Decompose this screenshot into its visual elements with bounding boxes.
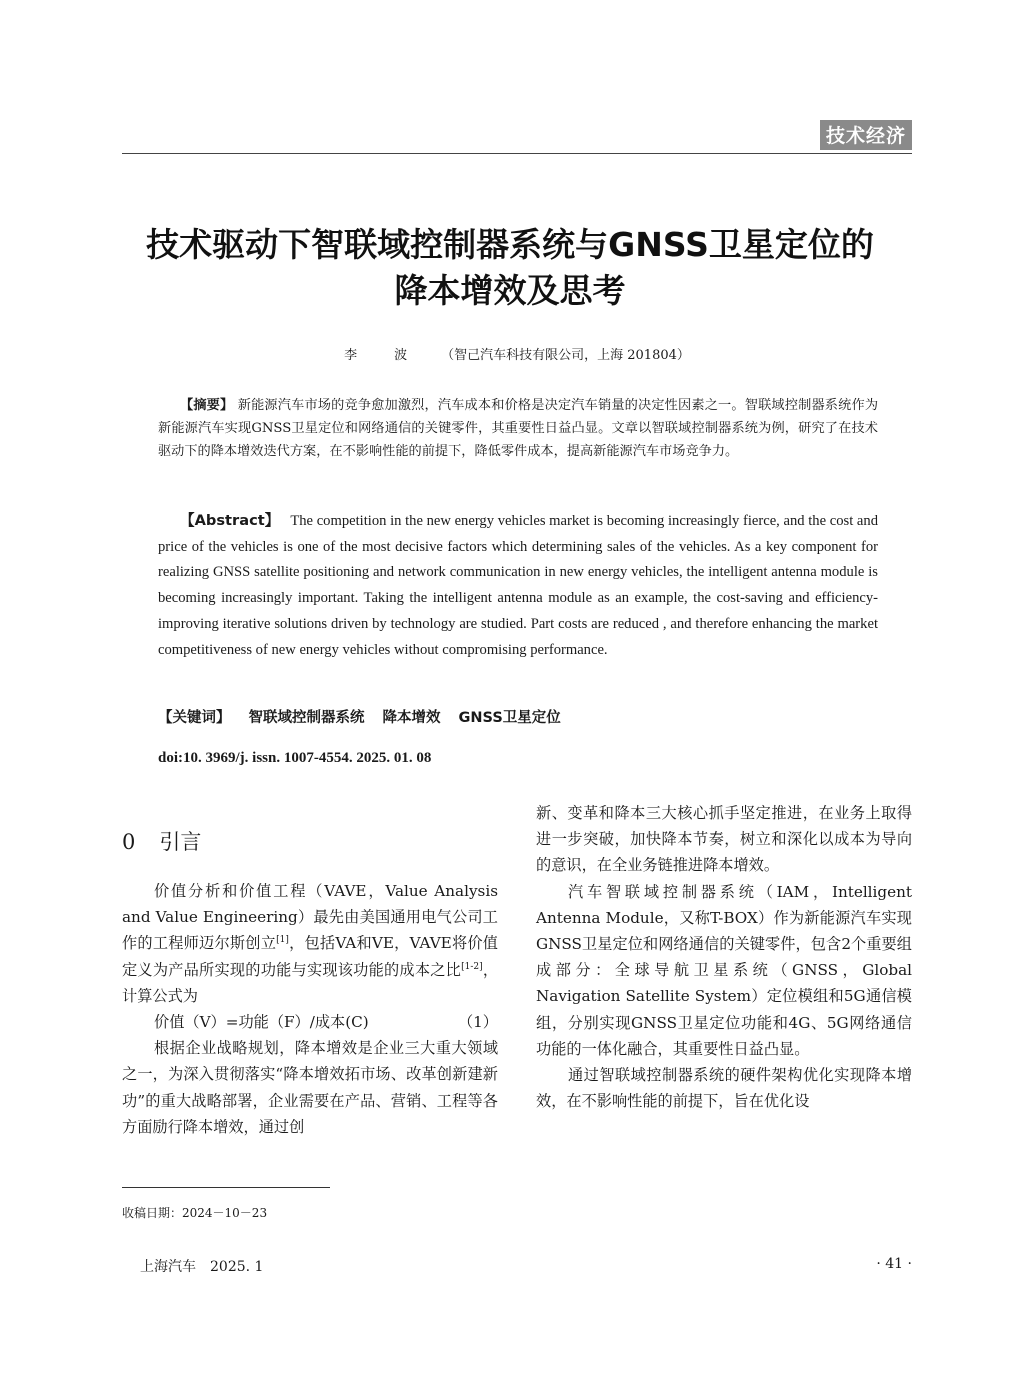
article-title bbox=[110, 222, 910, 314]
footer-journal bbox=[140, 1256, 263, 1276]
section-title: 引言 bbox=[159, 830, 202, 854]
journal-issue: 2025. 1 bbox=[210, 1259, 264, 1275]
doi: doi:10. 3969/j. issn. 1007-4554. 2025. 01. 08 bbox=[158, 750, 432, 766]
title-line-1: 技术驱动下智联域控制器系统与GNSS卫星定位的 bbox=[146, 225, 874, 264]
abstract-en-label: 【Abstract】 bbox=[180, 512, 280, 529]
abstract-chinese bbox=[158, 394, 878, 463]
formula-text: 价值（V）=功能（F）/成本(C) bbox=[154, 1013, 369, 1032]
formula bbox=[122, 1009, 498, 1035]
paragraph: 根据企业战略规划，降本增效是企业三大重大领域之一，为深入贯彻落实“降本增效拓市场、改革创新建新功”的重大战略部署，企业需要在产品、营销、工程等各方面励行降本增效，通过创 bbox=[122, 1039, 498, 1136]
abstract-english bbox=[158, 508, 878, 663]
abstract-cn-label: 【摘要】 bbox=[180, 398, 234, 413]
keywords bbox=[158, 706, 561, 727]
keyword-item: 降本增效 bbox=[382, 710, 441, 726]
author-affiliation: （智己汽车科技有限公司，上海 201804） bbox=[441, 348, 690, 363]
paragraph: 汽车智联域控制器系统（IAM，Intelligent Antenna Module，又称T-BOX）作为新能源汽车实现GNSS卫星定位和网络通信的关键零件，包含2个重要组成部分：全球导航卫星系统（GNSS，Global Navigation Satellite System）定位模组和5G通信模组，分别实现GNSS卫星定位功能和4G、5G网络通信功能的一体化融合，其重要性日益凸显。 bbox=[536, 882, 912, 1058]
paragraph bbox=[122, 878, 498, 1009]
paragraph-text: ，计算公式为 bbox=[122, 960, 499, 1005]
footnote-rule bbox=[122, 1187, 330, 1188]
paragraph: 通过智联域控制器系统的硬件架构优化实现降本增效，在不影响性能的前提下，旨在优化设 bbox=[536, 1066, 912, 1111]
paragraph-text: ，包括VA和VE，VAVE将价值定义为产品所实现的功能与实现该功能的成本之比 bbox=[122, 934, 498, 979]
citation-ref: [1-2] bbox=[461, 961, 483, 972]
body-column-right bbox=[536, 800, 912, 1114]
equation-number: （1） bbox=[457, 1013, 498, 1032]
abstract-en-text: The competition in the new energy vehicles market is becoming increasingly fierce, and the cost and price of the vehicles is one of the most decisive factors which determining sales of the vehicles. As a key component for realizing GNSS satellite positioning and network communication in new energy vehicles, the intelligent antenna module is becoming increasingly important. Taking the intelligent antenna module as an example, the cost-saving and efficiency-improving iterative solutions driven by technology are studied. Part costs are reduced , and therefore enhancing the market competitiveness of new energy vehicles without compromising performance. bbox=[158, 513, 878, 658]
section-number: 0 bbox=[122, 830, 136, 854]
header-rule bbox=[122, 153, 912, 154]
abstract-cn-text: 新能源汽车市场的竞争愈加激烈，汽车成本和价格是决定汽车销量的决定性因素之一。智联域控制器系统作为新能源汽车实现GNSS卫星定位和网络通信的关键零件，其重要性日益凸显。文章以智联域控制器系统为例，研究了在技术驱动下的降本增效迭代方案，在不影响性能的前提下，降低零件成本，提高新能源汽车市场竞争力。 bbox=[158, 398, 879, 459]
keyword-item: 智联域控制器系统 bbox=[248, 710, 365, 726]
keyword-item: GNSS卫星定位 bbox=[458, 710, 561, 726]
paragraph: 新、变革和降本三大核心抓手坚定推进，在业务上取得进一步突破，加快降本节奏，树立和深化以成本为导向的意识，在全业务链推进降本增效。 bbox=[536, 804, 912, 875]
page-number: · 41 · bbox=[876, 1256, 912, 1272]
title-line-2: 降本增效及思考 bbox=[394, 271, 626, 310]
received-date-footnote: 收稿日期：2024－10－23 bbox=[122, 1206, 268, 1220]
citation-ref: [1] bbox=[276, 935, 289, 946]
paragraph-text: 价值分析和价值工程（VAVE，Value Analysis and Value Engineering）最先由美国通用电气公司工作的工程师迈尔斯创立 bbox=[122, 882, 498, 953]
keywords-label: 【关键词】 bbox=[158, 710, 231, 726]
section-heading bbox=[122, 826, 201, 856]
body-column-left bbox=[122, 878, 498, 1140]
author-name: 李 波 bbox=[344, 348, 420, 363]
author-line bbox=[122, 344, 912, 363]
journal-name: 上海汽车 bbox=[140, 1259, 196, 1275]
section-tag: 技术经济 bbox=[820, 120, 912, 150]
